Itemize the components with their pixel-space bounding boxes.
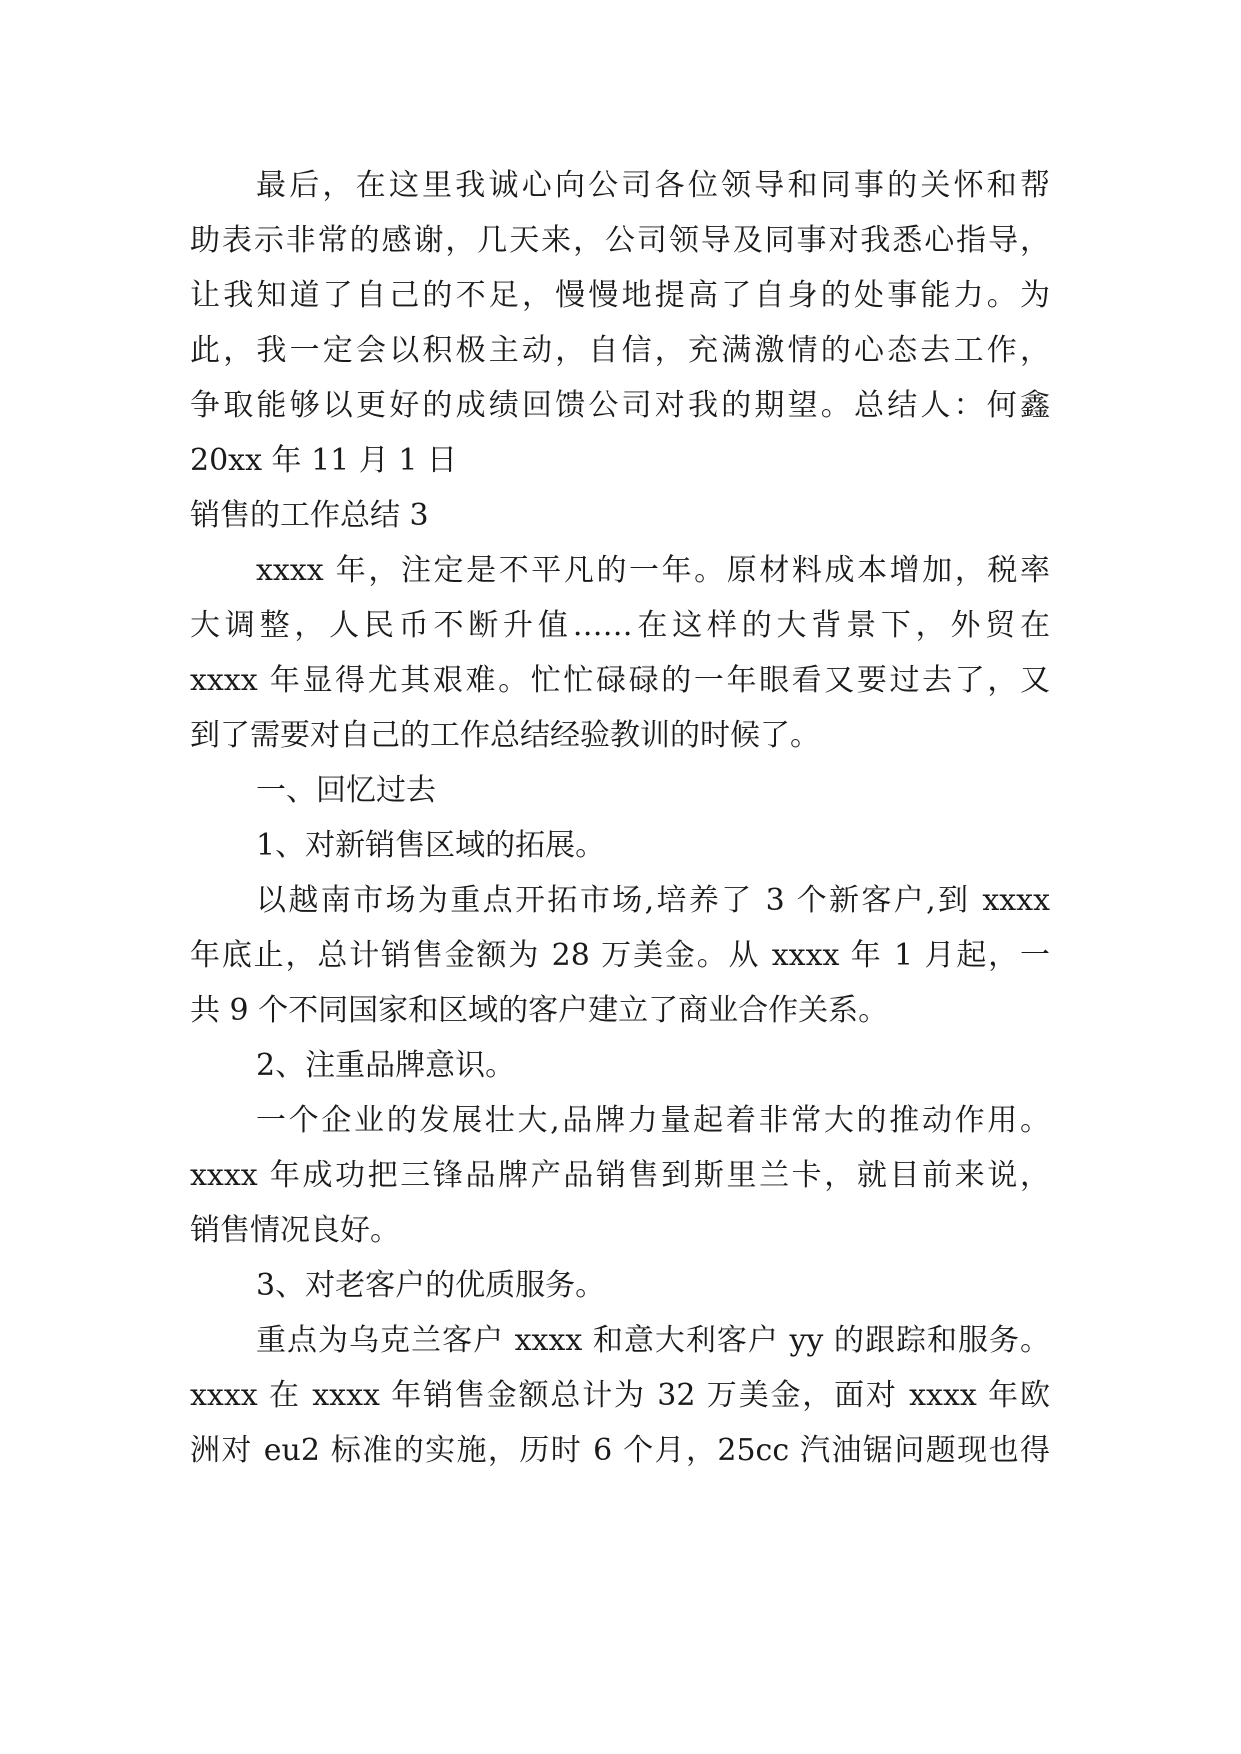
paragraph-line: xxxx 年，注定是不平凡的一年。原材料成本增加，税率 [256,553,1050,588]
paragraph-line: 洲对 eu2 标准的实施，历时 6 个月，25cc 汽油锯问题现也得 [190,1433,1050,1468]
date-line: 20xx 年 11 月 1 日 [190,443,457,478]
paragraph-line: 销售情况良好。 [190,1213,400,1248]
subheading-line: 1、对新销售区域的拓展。 [256,828,606,863]
paragraph-line: 以越南市场为重点开拓市场,培养了 3 个新客户,到 xxxx [256,883,1050,918]
document-body [190,158,1050,1478]
paragraph-line: 重点为乌克兰客户 xxxx 和意大利客户 yy 的跟踪和服务。 [256,1323,1050,1358]
paragraph-line: 到了需要对自己的工作总结经验教训的时候了。 [190,718,820,753]
section-title: 销售的工作总结 3 [190,498,429,533]
heading-line: 一、回忆过去 [256,773,436,808]
paragraph-line: 助表示非常的感谢，几天来，公司领导及同事对我悉心指导， [190,223,1050,258]
subheading-line: 2、注重品牌意识。 [256,1048,516,1083]
subheading-line: 3、对老客户的优质服务。 [256,1268,606,1303]
paragraph-line: 争取能够以更好的成绩回馈公司对我的期望。总结人：何鑫 [190,388,1050,423]
paragraph-line: 此，我一定会以积极主动，自信，充满激情的心态去工作， [190,333,1050,368]
paragraph-line: 年底止，总计销售金额为 28 万美金。从 xxxx 年 1 月起，一 [190,938,1050,973]
paragraph-line: 一个企业的发展壮大,品牌力量起着非常大的推动作用。 [256,1103,1050,1138]
paragraph-line: 共 9 个不同国家和区域的客户建立了商业合作关系。 [190,993,889,1028]
paragraph-line: 大调整，人民币不断升值……在这样的大背景下，外贸在 [190,608,1050,643]
paragraph-line: 让我知道了自己的不足，慢慢地提高了自身的处事能力。为 [190,278,1050,313]
paragraph-line: 最后，在这里我诚心向公司各位领导和同事的关怀和帮 [256,168,1050,203]
paragraph-line: xxxx 在 xxxx 年销售金额总计为 32 万美金，面对 xxxx 年欧 [190,1378,1050,1413]
paragraph-line: xxxx 年成功把三锋品牌产品销售到斯里兰卡，就目前来说， [190,1158,1050,1193]
paragraph-line: xxxx 年显得尤其艰难。忙忙碌碌的一年眼看又要过去了，又 [190,663,1050,698]
